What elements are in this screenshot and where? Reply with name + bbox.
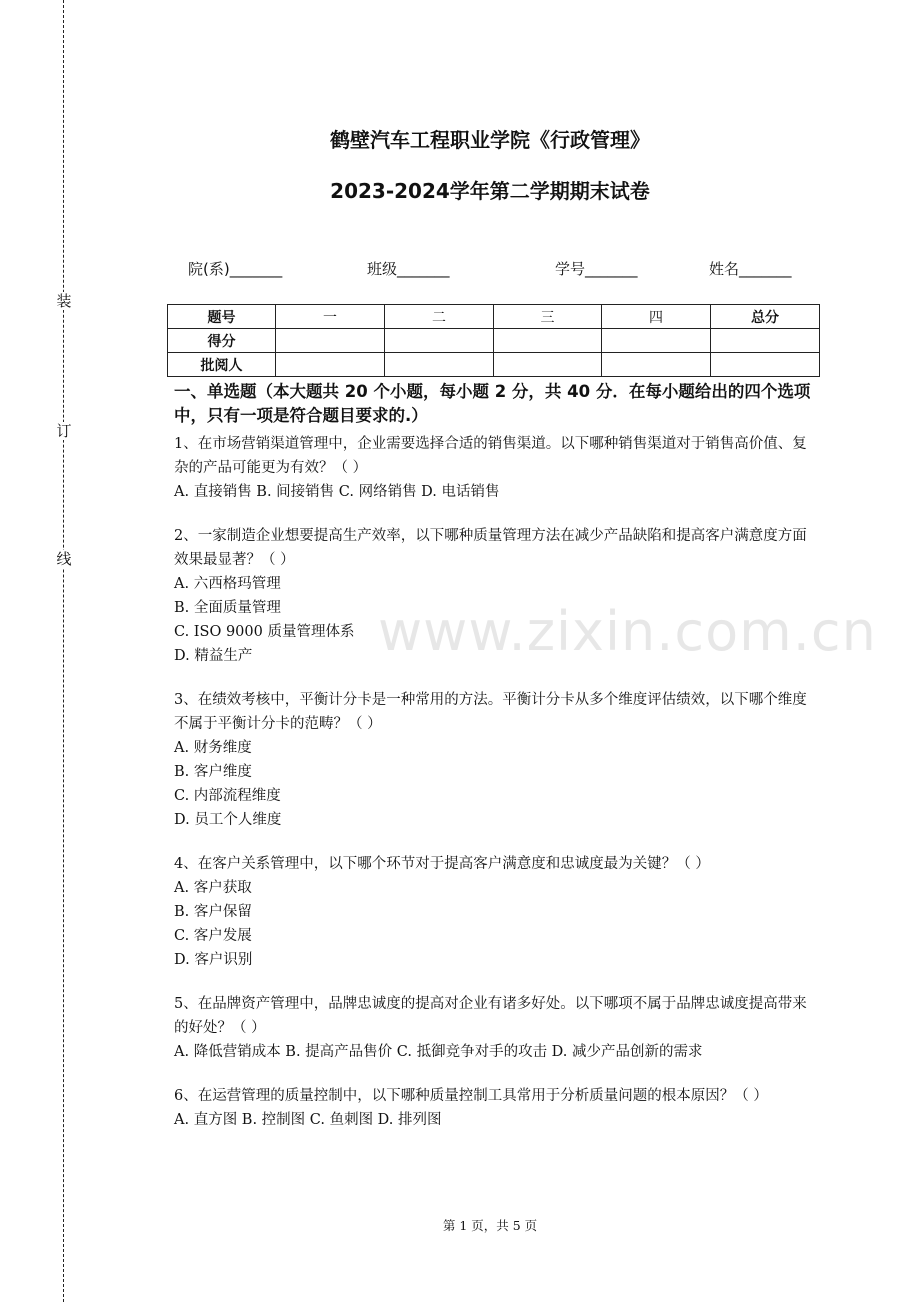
table-row: [168, 305, 820, 329]
section-heading: 一、单选题（本大题共 20 个小题，每小题 2 分，共 40 分．在每小题给出的四个选项中，只有一项是符合题目要求的.）: [174, 382, 811, 425]
question-stem: 3、在绩效考核中，平衡计分卡是一种常用的方法。平衡计分卡从多个维度评估绩效，以下哪个维度不属于平衡计分卡的范畴？（ ）: [174, 692, 807, 732]
table-row: [168, 353, 820, 377]
name-field[interactable]: 姓名_______: [709, 260, 792, 278]
table-row: [168, 329, 820, 353]
grader-cell[interactable]: [711, 353, 820, 377]
question-options: A. 直接销售 B. 间接销售 C. 网络销售 D. 电话销售: [174, 484, 500, 500]
row-label-question-number: 题号: [168, 305, 276, 329]
question-stem: 1、在市场营销渠道管理中，企业需要选择合适的销售渠道。以下哪种销售渠道对于销售高价值、复杂的产品可能更为有效？（ ）: [174, 436, 807, 476]
student-info-row: [0, 258, 920, 282]
option-b: B. 客户维度: [174, 764, 252, 780]
binding-char-zhuang: 装: [56, 292, 72, 310]
question-section: [174, 380, 814, 1152]
option-b: B. 客户保留: [174, 904, 252, 920]
question-stem: 2、一家制造企业想要提高生产效率，以下哪种质量管理方法在减少产品缺陷和提高客户满意度方面效果最显著？（ ）: [174, 528, 807, 568]
score-cell[interactable]: [602, 329, 711, 353]
question-2: [174, 524, 814, 668]
question-stem: 5、在品牌资产管理中，品牌忠诚度的提高对企业有诸多好处。以下哪项不属于品牌忠诚度提高带来的好处？（ ）: [174, 996, 807, 1036]
option-d: D. 精益生产: [174, 648, 253, 664]
column-header-total: 总分: [711, 305, 820, 329]
option-d: D. 客户识别: [174, 952, 253, 968]
exam-title-line2: 2023-2024学年第二学期期末试卷: [330, 179, 650, 203]
grader-cell[interactable]: [494, 353, 602, 377]
score-table: [167, 304, 820, 377]
score-cell[interactable]: [276, 329, 385, 353]
question-options: A. 降低营销成本 B. 提高产品售价 C. 抵御竞争对手的攻击 D. 减少产品创新的需求: [174, 1044, 703, 1060]
question-stem: 4、在客户关系管理中，以下哪个环节对于提高客户满意度和忠诚度最为关键？（ ）: [174, 856, 710, 872]
score-cell[interactable]: [385, 329, 494, 353]
question-1: [174, 432, 814, 504]
row-label-grader: 批阅人: [168, 353, 276, 377]
binding-char-ding: 订: [56, 422, 72, 440]
question-6: [174, 1084, 814, 1132]
question-stem: 6、在运营管理的质量控制中，以下哪种质量控制工具常用于分析质量问题的根本原因？（ ）: [174, 1088, 768, 1104]
option-c: C. 客户发展: [174, 928, 252, 944]
grader-cell[interactable]: [602, 353, 711, 377]
option-c: C. ISO 9000 质量管理体系: [174, 624, 355, 640]
row-label-score: 得分: [168, 329, 276, 353]
class-field[interactable]: 班级_______: [367, 260, 450, 278]
option-d: D. 员工个人维度: [174, 812, 282, 828]
binding-char-xian: 线: [56, 550, 72, 568]
student-id-field[interactable]: 学号_______: [555, 260, 638, 278]
column-header: 一: [276, 305, 385, 329]
option-c: C. 内部流程维度: [174, 788, 281, 804]
score-cell[interactable]: [711, 329, 820, 353]
question-5: [174, 992, 814, 1064]
option-a: A. 六西格玛管理: [174, 576, 281, 592]
exam-title-line1: 鹤壁汽车工程职业学院《行政管理》: [330, 128, 650, 152]
option-a: A. 客户获取: [174, 880, 252, 896]
score-cell[interactable]: [494, 329, 602, 353]
watermark: www.zixin.com.cn: [378, 600, 877, 663]
option-a: A. 财务维度: [174, 740, 252, 756]
department-field[interactable]: 院(系)_______: [188, 260, 283, 278]
question-3: [174, 688, 814, 832]
question-options: A. 直方图 B. 控制图 C. 鱼刺图 D. 排列图: [174, 1112, 442, 1128]
column-header: 四: [602, 305, 711, 329]
question-4: [174, 852, 814, 972]
grader-cell[interactable]: [385, 353, 494, 377]
column-header: 三: [494, 305, 602, 329]
column-header: 二: [385, 305, 494, 329]
option-b: B. 全面质量管理: [174, 600, 281, 616]
grader-cell[interactable]: [276, 353, 385, 377]
page-footer: 第 1 页，共 5 页: [442, 1218, 538, 1233]
